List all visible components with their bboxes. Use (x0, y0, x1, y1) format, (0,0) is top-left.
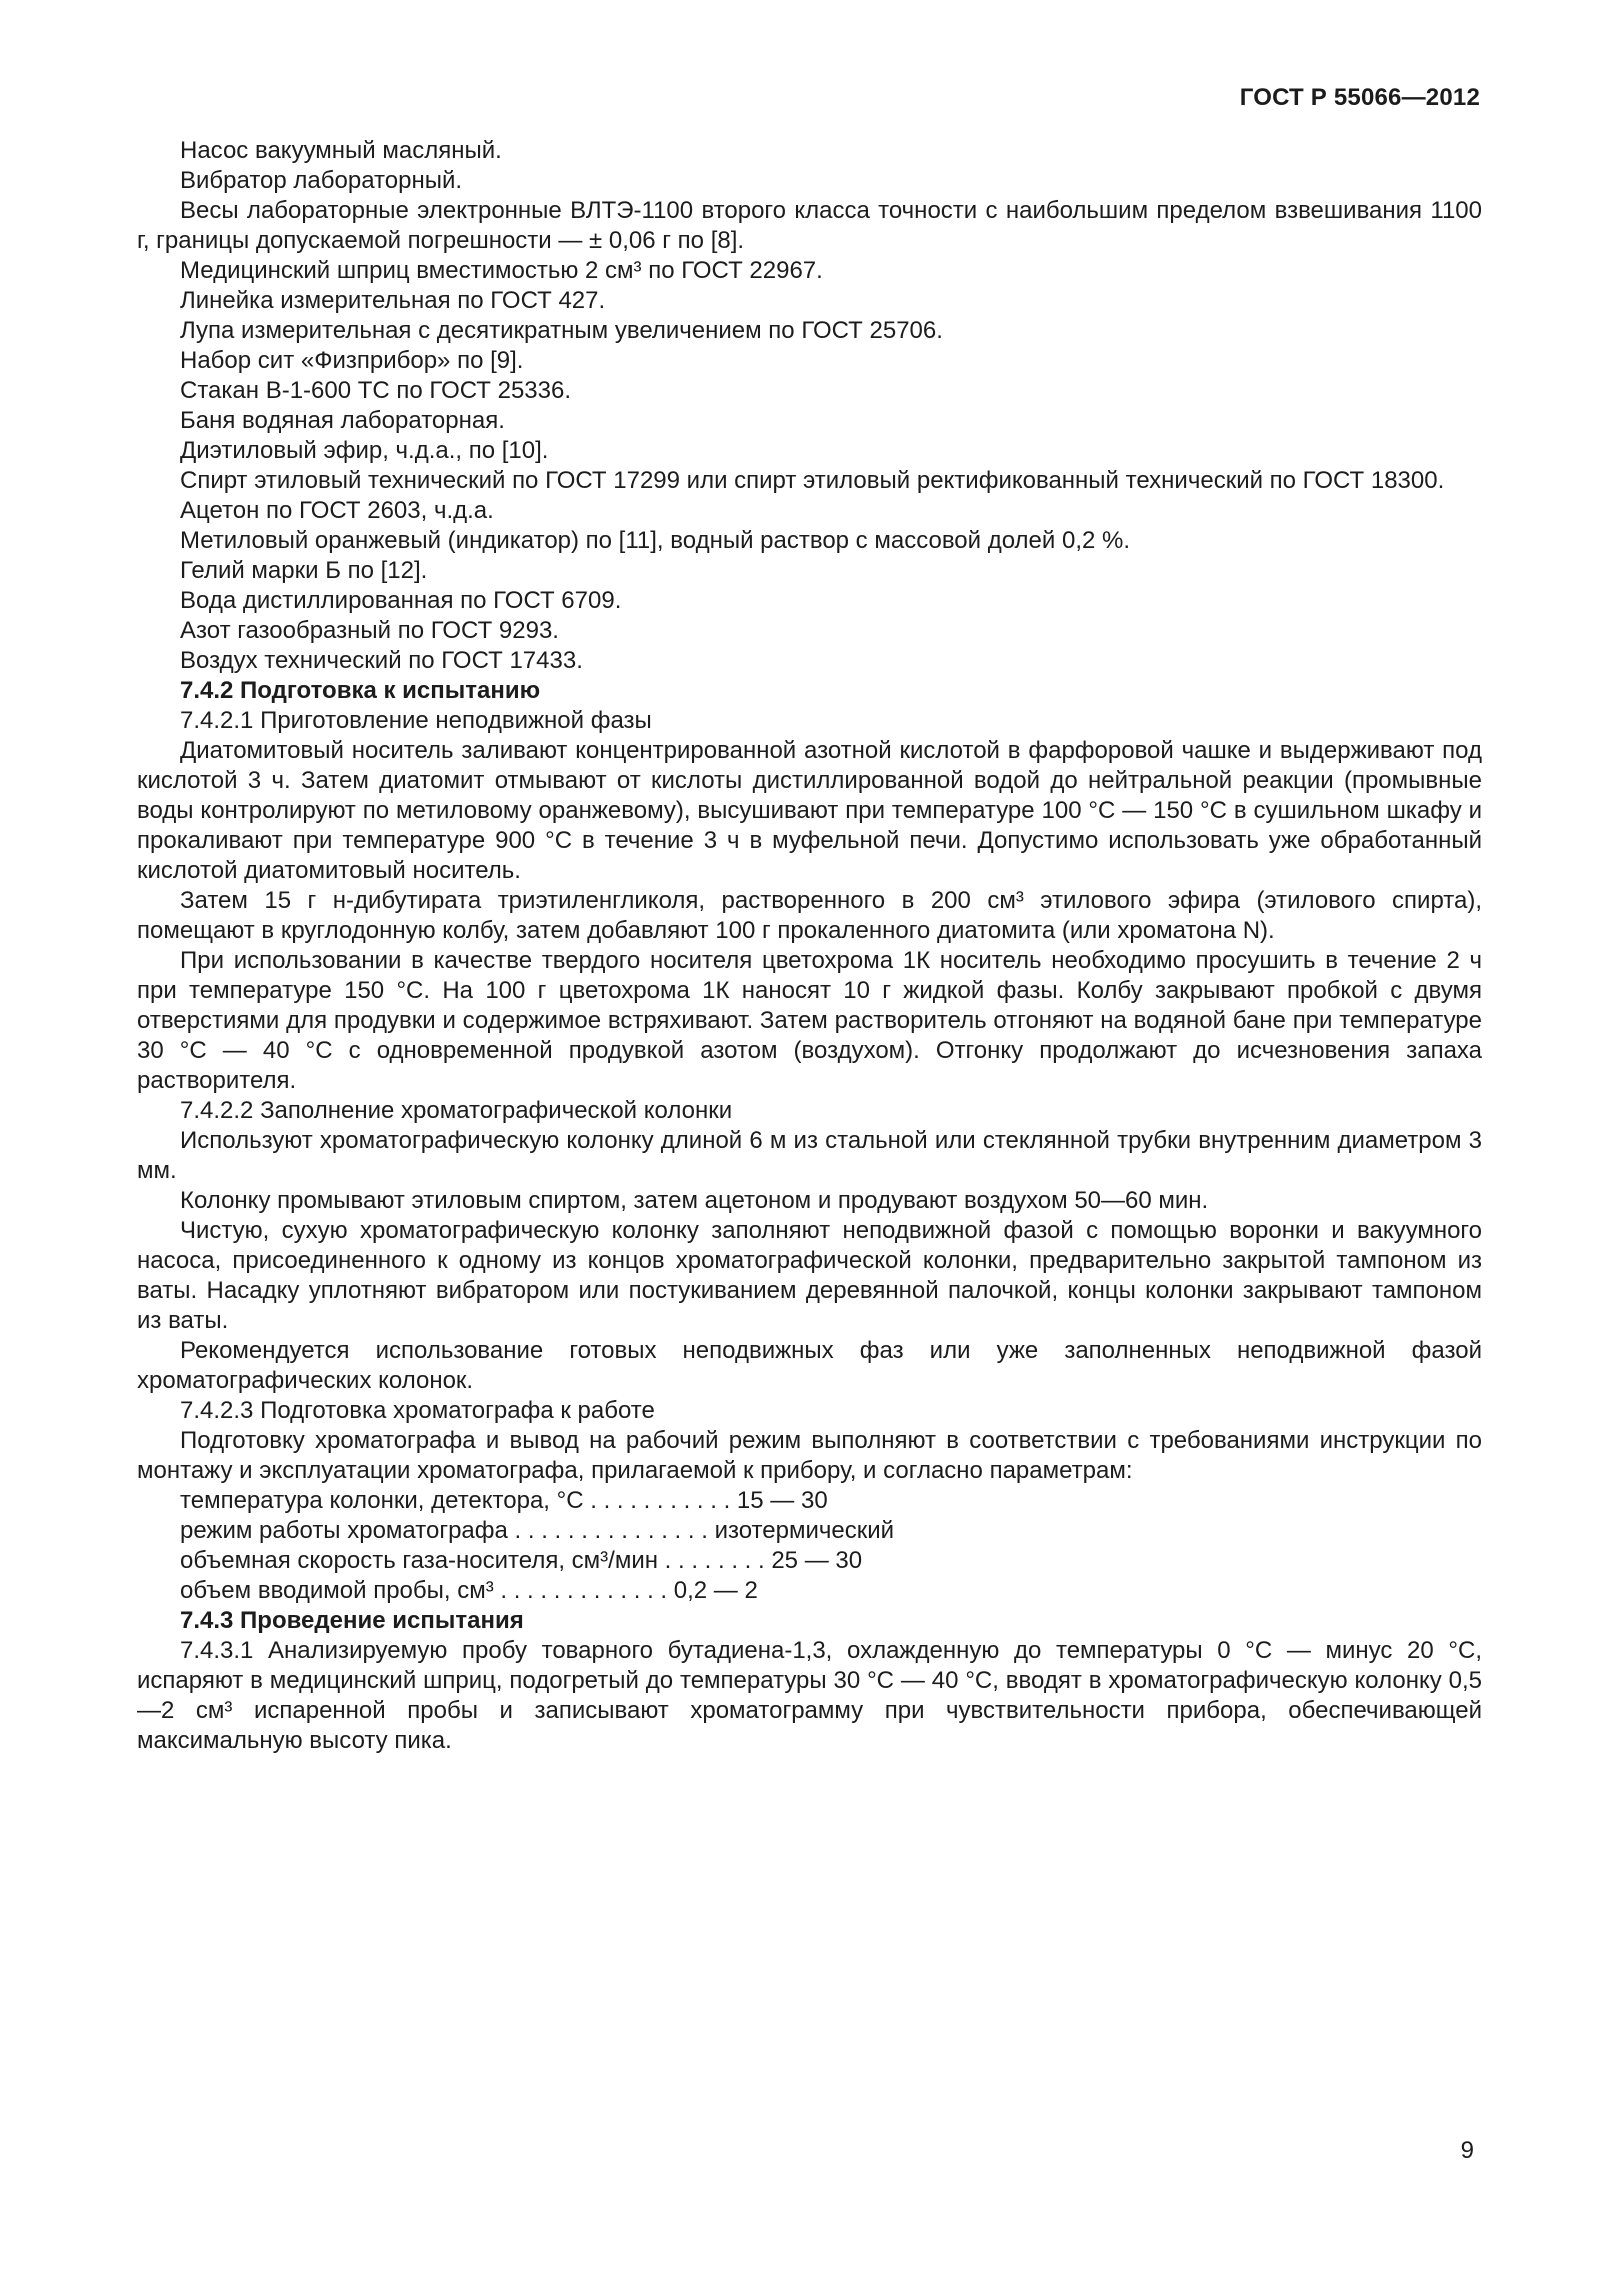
parameter-line: режим работы хроматографа . . . . . . . . . . . . . . . изотермический (180, 1517, 895, 1544)
paragraph: 7.4.2.1 Приготовление неподвижной фазы (180, 707, 652, 734)
paragraph: Вибратор лабораторный. (180, 167, 463, 194)
paragraph: Подготовку хроматографа и вывод на рабочий режим выполняют в соответствии с требованиями инструкции по монтажу и эксплуатации хроматографа, прилагаемой к прибору, и согласно параметрам: (137, 1427, 1482, 1484)
paragraph: Баня водяная лабораторная. (180, 407, 505, 434)
paragraph: Ацетон по ГОСТ 2603, ч.д.а. (180, 497, 494, 524)
paragraph: 7.4.2.3 Подготовка хроматографа к работе (180, 1397, 655, 1424)
paragraph: Затем 15 г н-дибутирата триэтиленгликоля, растворенного в 200 см³ этилового эфира (этилового спирта), помещают в круглодонную колбу, затем добавляют 100 г прокаленного диатомита (или хроматона N). (137, 887, 1482, 944)
document-body (137, 136, 1482, 1756)
paragraph: Гелий марки Б по [12]. (180, 557, 428, 584)
paragraph: Вода дистиллированная по ГОСТ 6709. (180, 587, 622, 614)
paragraph: Рекомендуется использование готовых неподвижных фаз или уже заполненных неподвижной фазой хроматографических колонок. (137, 1337, 1482, 1394)
paragraph: Диэтиловый эфир, ч.д.а., по [10]. (180, 437, 549, 464)
paragraph: Набор сит «Физприбор» по [9]. (180, 347, 524, 374)
page-footer (1461, 2137, 1474, 2165)
document-header (1240, 84, 1480, 112)
paragraph: Метиловый оранжевый (индикатор) по [11], водный раствор с массовой долей 0,2 %. (180, 527, 1131, 554)
paragraph: Воздух технический по ГОСТ 17433. (180, 647, 583, 674)
paragraph: Используют хроматографическую колонку длиной 6 м из стальной или стеклянной трубки внутренним диаметром 3 мм. (137, 1127, 1482, 1184)
paragraph: При использовании в качестве твердого носителя цветохрома 1К носитель необходимо просушить в течение 2 ч при температуре 150 °С. На 100 г цветохрома 1К наносят 10 г жидкой фазы. Колбу закрывают пробкой с двумя отверстиями для продувки и содержимое встряхивают. Затем растворитель отгоняют на водяной бане при температуре 30 °С — 40 °С с одновременной продувкой азотом (воздухом). Отгонку продолжают до исчезновения запаха растворителя. (137, 947, 1482, 1094)
parameter-line: объем вводимой пробы, см³ . . . . . . . . . . . . . 0,2 — 2 (180, 1577, 758, 1604)
parameter-line: температура колонки, детектора, °С . . . . . . . . . . . 15 — 30 (180, 1487, 828, 1514)
section-heading: 7.4.2 Подготовка к испытанию (180, 677, 541, 704)
standard-number: ГОСТ Р 55066—2012 (1239, 84, 1480, 111)
paragraph: Линейка измерительная по ГОСТ 427. (180, 287, 606, 314)
paragraph: Стакан В-1-600 ТС по ГОСТ 25336. (180, 377, 572, 404)
parameter-line: объемная скорость газа-носителя, см³/мин . . . . . . . . 25 — 30 (180, 1547, 863, 1574)
paragraph: Азот газообразный по ГОСТ 9293. (180, 617, 559, 644)
section-heading: 7.4.3 Проведение испытания (180, 1607, 524, 1634)
paragraph: 7.4.3.1 Анализируемую пробу товарного бутадиена-1,3, охлажденную до температуры 0 °С — минус 20 °С, испаряют в медицинский шприц, подогретый до температуры 30 °С — 40 °С, вводят в хроматографическую колонку 0,5—2 см³ испаренной пробы и записывают хроматограмму при чувствительности прибора, обеспечивающей максимальную высоту пика. (137, 1637, 1482, 1754)
paragraph: Спирт этиловый технический по ГОСТ 17299 или спирт этиловый ректификованный технический по ГОСТ 18300. (180, 467, 1445, 494)
paragraph: Колонку промывают этиловым спиртом, затем ацетоном и продувают воздухом 50—60 мин. (180, 1187, 1209, 1214)
paragraph: Насос вакуумный масляный. (180, 137, 502, 164)
page-number: 9 (1460, 2137, 1474, 2164)
paragraph: 7.4.2.2 Заполнение хроматографической колонки (180, 1097, 733, 1124)
paragraph: Медицинский шприц вместимостью 2 см³ по ГОСТ 22967. (180, 257, 823, 284)
paragraph: Весы лабораторные электронные ВЛТЭ-1100 второго класса точности с наибольшим пределом взвешивания 1100 г, границы допускаемой погрешности — ± 0,06 г по [8]. (137, 197, 1482, 254)
paragraph: Лупа измерительная с десятикратным увеличением по ГОСТ 25706. (180, 317, 943, 344)
paragraph: Чистую, сухую хроматографическую колонку заполняют неподвижной фазой с помощью воронки и вакуумного насоса, присоединенного к одному из концов хроматографической колонки, предварительно закрытой тампоном из ваты. Насадку уплотняют вибратором или постукиванием деревянной палочкой, концы колонки закрывают тампоном из ваты. (137, 1217, 1482, 1334)
paragraph: Диатомитовый носитель заливают концентрированной азотной кислотой в фарфоровой чашке и выдерживают под кислотой 3 ч. Затем диатомит отмывают от кислоты дистиллированной водой до нейтральной реакции (промывные воды контролируют по метиловому оранжевому), высушивают при температуре 100 °С — 150 °С в сушильном шкафу и прокаливают при температуре 900 °С в течение 3 ч в муфельной печи. Допустимо использовать уже обработанный кислотой диатомитовый носитель. (137, 737, 1482, 884)
